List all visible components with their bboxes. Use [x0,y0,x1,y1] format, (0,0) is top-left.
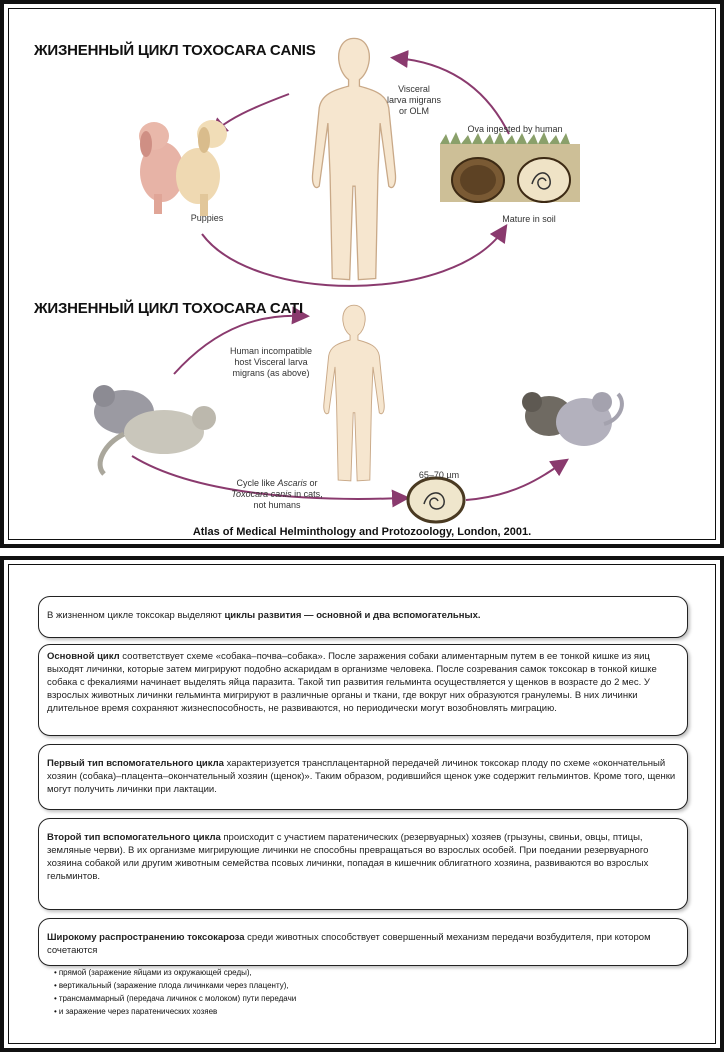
lifecycle-figure [4,4,720,544]
label-puppies: Puppies [190,213,224,223]
cats-right-illustration [522,392,622,446]
human-figure-cati [324,305,384,481]
heading-toxocara-cati: ЖИЗНЕННЫЙ ЦИКЛ TOXOCARA CATI [34,300,303,317]
arrow-puppies-to-soil [202,229,504,286]
label-visceral-larva: Visceral larva migrans or OLM [386,84,442,116]
list-item: • трансмаммарный (передача личинок с молоком) пути передачи [54,992,296,1005]
label-human-incompatible: Human incompatible host Visceral larva migrans (as above) [229,346,313,378]
label-mature-in-soil: Mature in soil [502,214,556,224]
main-cycle-box: Основной цикл соответствует схеме «собака–почва–собака». После заражения собаки алиментарным путем в ее тонкой кишке из яиц выходят личинки, которые затем мигрируют подобно аскаридам в организме человека. После созревания самок токсокар в тонкой кишке собака с фекалиями начинает выделять яйца паразита. Такой тип развития гельминта осуществляется у щенков в возрасте до 2 мес. У взрослых животных личинки гельминта мигрируют в различные органы и ткани, где вокруг них образуются гранулемы. В них личинки длительное время сохраняют жизнеспособность, не развиваются, но периодически могут возобновлять миграцию. [38,644,688,736]
egg-illustration [408,478,464,522]
label-egg-size: 65–70 µm [418,470,460,480]
list-item: • и заражение через паратенических хозяев [54,1005,296,1018]
arrow-egg-to-cats [466,462,564,500]
source-caption: Atlas of Medical Helminthology and Protozoology, London, 2001. [192,526,532,538]
label-ova-ingested: Ova ingested by human [467,124,563,134]
label-cycle-like-ascaris: Cycle like Ascaris or Toxocara canis in cats, not humans [231,478,323,510]
transmission-routes-list [54,966,296,1018]
human-figure-canis [312,38,395,279]
list-item: • прямой (заражение яйцами из окружающей среды), [54,966,296,979]
heading-toxocara-canis: ЖИЗНЕННЫЙ ЦИКЛ TOXOCARA CANIS [34,42,316,59]
cats-left-illustration [93,385,216,474]
first-auxiliary-cycle-box: Первый тип вспомогательного цикла характеризуется трансплацентарной передачей личинок токсокар плоду по схеме «окончательный хозяин (собака)–плацента–окончательный хозяин (щенок)». Таким образом, родившийся щенок уже содержит гельминтов. Кроме того, щенки могут получить личинки при лактации. [38,744,688,810]
arrow-dog-to-human [214,94,289,132]
soil-eggs-illustration [440,132,580,202]
second-auxiliary-cycle-box: Второй тип вспомогательного цикла происходит с участием паратенических (резервуарных) хозяев (грызуны, свиньи, овцы, птицы, земляные черви). В их организме мигрирующие личинки не способны превращаться во взрослых особей. При поедании резервуарного хозяина собакой или другим животным семейства псовых личинки, попадая в кишечник облигатного хозяина, развиваются во взрослых гельминтов. [38,818,688,910]
list-item: • вертикальный (заражение плода личинками через плаценту), [54,979,296,992]
spread-box: Широкому распространению токсокароза среди животных способствует совершенный механизм передачи возбудителя, при котором сочетаются [38,918,688,966]
puppies-illustration [139,120,227,216]
intro-box: В жизненном цикле токсокар выделяют циклы развития — основной и два вспомогательных. [38,596,688,638]
